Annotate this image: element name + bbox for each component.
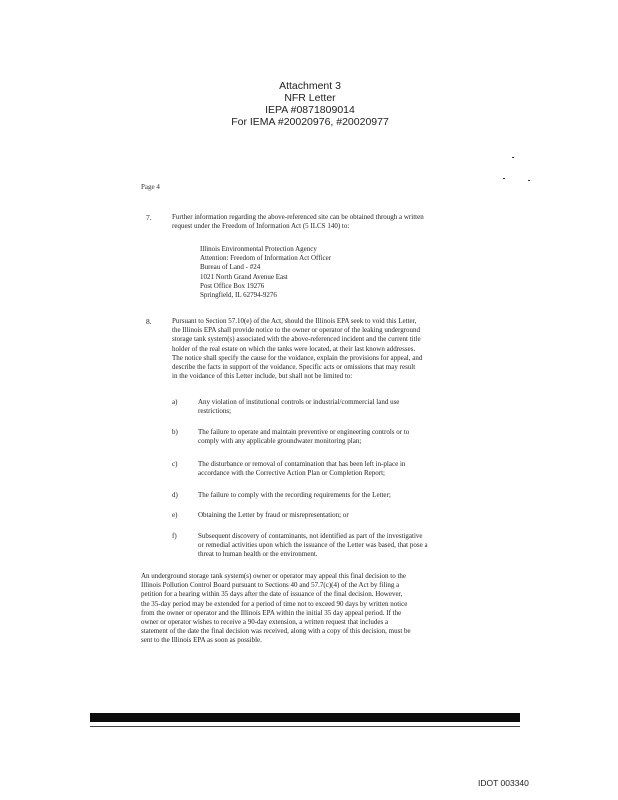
sub-item-b-letter: b) — [172, 428, 178, 436]
header-line-4: For IEMA #20020976, #20020977 — [231, 116, 389, 128]
text-line: Any violation of institutional controls or industrial/commercial land use — [198, 398, 400, 406]
item-7-text — [172, 213, 424, 231]
appeal-paragraph — [141, 572, 411, 646]
address-line: 1021 North Grand Avenue East — [200, 272, 288, 281]
text-line: Subsequent discovery of contaminants, not identified as part of the investigative — [198, 532, 423, 540]
sub-item-a-letter: a) — [172, 398, 178, 406]
text-line: describe the facts in support of the voidance. Specific acts or omissions that may result — [172, 363, 416, 372]
sub-item-a-text — [198, 398, 399, 416]
item-7-number: 7. — [146, 213, 152, 222]
text-line: comply with any applicable groundwater monitoring plan; — [198, 437, 362, 446]
item-8-number: 8. — [146, 317, 152, 326]
scan-black-bar — [90, 713, 520, 722]
text-line: restrictions; — [198, 407, 232, 416]
text-line: threat to human health or the environment. — [198, 550, 318, 559]
text-line: Obtaining the Letter by fraud or misrepresentation; or — [198, 511, 349, 519]
text-line: or remedial activities upon which the issuance of the Letter was based, that pose a — [198, 541, 428, 550]
text-line: Pursuant to Section 57.10(e) of the Act, should the Illinois EPA seek to void this Letter, — [172, 317, 417, 325]
header-line-2: NFR Letter — [284, 92, 336, 104]
text-line: owner or operator wishes to receive a 90-day extension, a written request that includes a — [141, 618, 389, 627]
sub-item-e-text — [198, 511, 349, 520]
foia-address-block — [200, 245, 331, 300]
sub-item-c-letter: c) — [172, 460, 178, 468]
address-line: Illinois Environmental Protection Agency — [200, 245, 317, 253]
address-line: Bureau of Land - #24 — [200, 263, 261, 272]
scan-speck — [528, 180, 530, 181]
scan-speck — [503, 178, 505, 179]
sub-item-f-letter: f) — [172, 532, 177, 540]
text-line: the Illinois EPA shall provide notice to the owner or operator of the leaking underground — [172, 326, 421, 335]
sub-item-c-text — [198, 460, 405, 478]
text-line: An underground storage tank system(s) owner or operator may appeal this final decision to the — [141, 572, 407, 580]
header-line-3: IEPA #0871809014 — [265, 104, 355, 116]
text-line: petition for a hearing within 35 days after the date of issuance of the final decision. However, — [141, 590, 403, 599]
sub-item-b-text — [198, 428, 409, 446]
address-line: Attention: Freedom of Information Act Officer — [200, 254, 332, 263]
text-line: from the owner or operator and the Illinois EPA within the initial 35 day appeal period. If the — [141, 608, 402, 617]
scan-speck — [512, 157, 514, 158]
text-line: The disturbance or removal of contamination that has been left in-place in — [198, 460, 406, 468]
header-line-1: Attachment 3 — [279, 80, 341, 92]
sub-item-e-letter: e) — [172, 511, 178, 519]
text-line: the 35-day period may be extended for a period of time not to exceed 90 days by written notice — [141, 599, 408, 608]
text-line: statement of the date the final decision was received, along with a copy of this decision, must be — [141, 627, 411, 636]
attachment-header — [180, 80, 440, 128]
sub-item-f-text — [198, 532, 428, 560]
bates-number: IDOT 003340 — [478, 778, 529, 788]
text-line: accordance with the Corrective Action Plan or Completion Report; — [198, 469, 386, 478]
text-line: request under the Freedom of Information Act (5 ILCS 140) to: — [172, 222, 350, 231]
text-line: in the voidance of this Letter include, but shall not be limited to: — [172, 372, 353, 381]
item-8-text — [172, 317, 422, 381]
text-line: The notice shall specify the cause for the voidance, explain the provisions for appeal, and — [172, 353, 423, 362]
text-line: storage tank system(s) associated with the above-referenced incident and the current title — [172, 335, 421, 344]
scan-divider-line — [90, 726, 520, 727]
sub-item-d-text — [198, 491, 391, 500]
text-line: The failure to operate and maintain preventive or engineering controls or to — [198, 428, 410, 436]
text-line: Illinois Pollution Control Board pursuant to Sections 40 and 57.7(c)(4) of the Act by filing a — [141, 581, 400, 590]
text-line: The failure to comply with the recording requirements for the Letter; — [198, 491, 391, 499]
page-number-label: Page 4 — [141, 183, 160, 191]
text-line: Further information regarding the above-referenced site can be obtained through a written — [172, 213, 424, 221]
address-line: Post Office Box 19276 — [200, 281, 265, 290]
text-line: sent to the Illinois EPA as soon as possible. — [141, 636, 262, 645]
text-line: holder of the real estate on which the tanks were located, at their last known addresses. — [172, 344, 416, 353]
sub-item-d-letter: d) — [172, 491, 178, 499]
address-line: Springfield, IL 62794-9276 — [200, 291, 277, 300]
